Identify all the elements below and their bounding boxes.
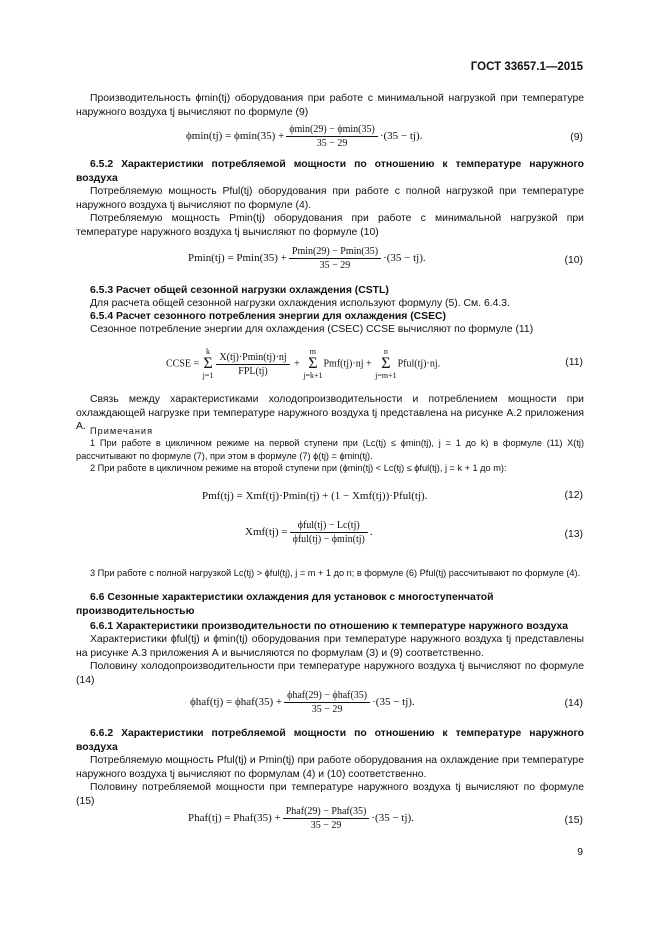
paragraph: Потребляемую мощность Pful(tj) оборудования при работе с полной нагрузкой при температуре наружного воздуха tj вычисляют по формуле (4).	[76, 186, 584, 211]
section-heading: 6.5.4 Расчет сезонного потребления энергии для охлаждения (CSEC)	[90, 311, 446, 322]
paragraph: Производительность ϕmin(tj) оборудования при работе с минимальной нагрузкой при температуре наружного воздуха tj вычисляют по формуле (9)	[76, 93, 584, 118]
formula-number: (13)	[564, 529, 583, 540]
formula-11: CCSE = k Σ j=1 $\frac{X(tj)\cdot Pmin(tj)\cdot nj}{\text{FPL(tj)}}$ + m Σ j=k+1Pmf(tj)·nj + n Σ j=m+1Pful(tj)·nj.	[166, 347, 441, 380]
note: 1 При работе в цикличном режиме на первой ступени при (Lc(tj) ≤ ϕmin(tj), j = 1 до k) в формуле (11) X(tj) рассчитывают по формуле (7), при этом в формуле (7) ϕ(tj) = ϕmin(tj).	[76, 438, 584, 461]
paragraph: Сезонное потребление энергии для охлаждения (CSEC) CCSE вычисляют по формуле (11)	[90, 324, 534, 335]
paragraph: Половину потребляемой мощности при температуре наружного воздуха tj вычисляют по формуле (15)	[76, 782, 584, 807]
section-heading: 6.6.2 Характеристики потребляемой мощности по отношению к температуре наружного воздуха	[76, 728, 584, 753]
section-heading: 6.6 Сезонные характеристики охлаждения для установок с многоступенчатой производительностью	[76, 592, 494, 617]
formula-number: (9)	[570, 132, 583, 143]
formula-number: (10)	[564, 255, 583, 266]
paragraph: Связь между характеристиками холодопроизводительности и потреблением мощности при охлаждающей нагрузке при температуре наружного воздуха tj представлена на рисунке А.2 приложения А.	[76, 394, 584, 432]
paragraph: Половину холодопроизводительности при температуре наружного воздуха tj вычисляют по формуле (14)	[76, 661, 584, 686]
paragraph: Характеристики ϕful(tj) и ϕmin(tj) оборудования при температуре наружного воздуха tj представлены на рисунке А.3 приложения А и вычисляются по формулам (3) и (9) соответственно.	[76, 634, 584, 659]
formula-number: (15)	[564, 815, 583, 826]
section-heading: 6.5.3 Расчет общей сезонной нагрузки охлаждения (CSTL)	[90, 285, 389, 296]
notes-title: Примечания	[90, 426, 154, 436]
section-heading: 6.5.2 Характеристики потребляемой мощности по отношению к температуре наружного воздуха	[76, 159, 584, 184]
formula-10: Pmin(tj) = Pmin(35) + $\frac{Pmin(29) - Pmin(35)}{35 - 29}$ ·(35 − tj).	[188, 246, 426, 271]
section-heading: 6.6.1 Характеристики производительности по отношению к температуре наружного воздуха	[90, 621, 569, 632]
formula-number: (12)	[564, 490, 583, 501]
formula-13: Xmf(tj) = $\frac{\text{ϕful(tj) − Lc(tj)}}{\text{ϕful(tj) − ϕmin(tj)}}$ .	[245, 520, 373, 545]
formula-9: ϕmin(tj) = ϕmin(35) + $\frac{\phi\min(29) - \phi\min(35)}{35 - 29}$ ·(35 − tj).	[186, 124, 423, 149]
page-number: 9	[577, 847, 583, 858]
paragraph: Потребляемую мощность Pmin(tj) оборудования при работе с минимальной нагрузкой при температуре наружного воздуха tj вычисляют по формуле (10)	[76, 213, 584, 238]
note: 3 При работе с полной нагрузкой Lc(tj) > ϕful(tj), j = m + 1 до n; в формуле (6) Pful(tj) рассчитывают по формуле (4).	[90, 568, 581, 578]
formula-12-line: Pmf(tj) = Xmf(tj)·Pmin(tj) + (1 − Xmf(tj))·Pful(tj).	[202, 490, 428, 502]
formula-14: ϕhaf(tj) = ϕhaf(35) + $\frac{\text{ϕhaf(29) − ϕhaf(35)}}{35 - 29}$ ·(35 − tj).	[190, 690, 415, 715]
formula-number: (11)	[565, 357, 583, 368]
paragraph: Потребляемую мощность Pful(tj) и Pmin(tj) при работе оборудования на охлаждение при температуре наружного воздуха tj вычисляют по формулам (4) и (10) соответственно.	[76, 755, 584, 780]
paragraph: Для расчета общей сезонной нагрузки охлаждения используют формулу (5). См. 6.4.3.	[90, 298, 510, 309]
standard-header: ГОСТ 33657.1—2015	[470, 61, 583, 73]
note: 2 При работе в цикличном режиме на второй ступени при (ϕmin(tj) < Lc(tj) ≤ ϕful(tj), j = k + 1 до m):	[90, 463, 507, 473]
formula-number: (14)	[564, 698, 583, 709]
formula-15: Phaf(tj) = Phaf(35) + $\frac{\text{Phaf(29) − Phaf(35)}}{35 - 29}$ ·(35 − tj).	[188, 806, 414, 831]
